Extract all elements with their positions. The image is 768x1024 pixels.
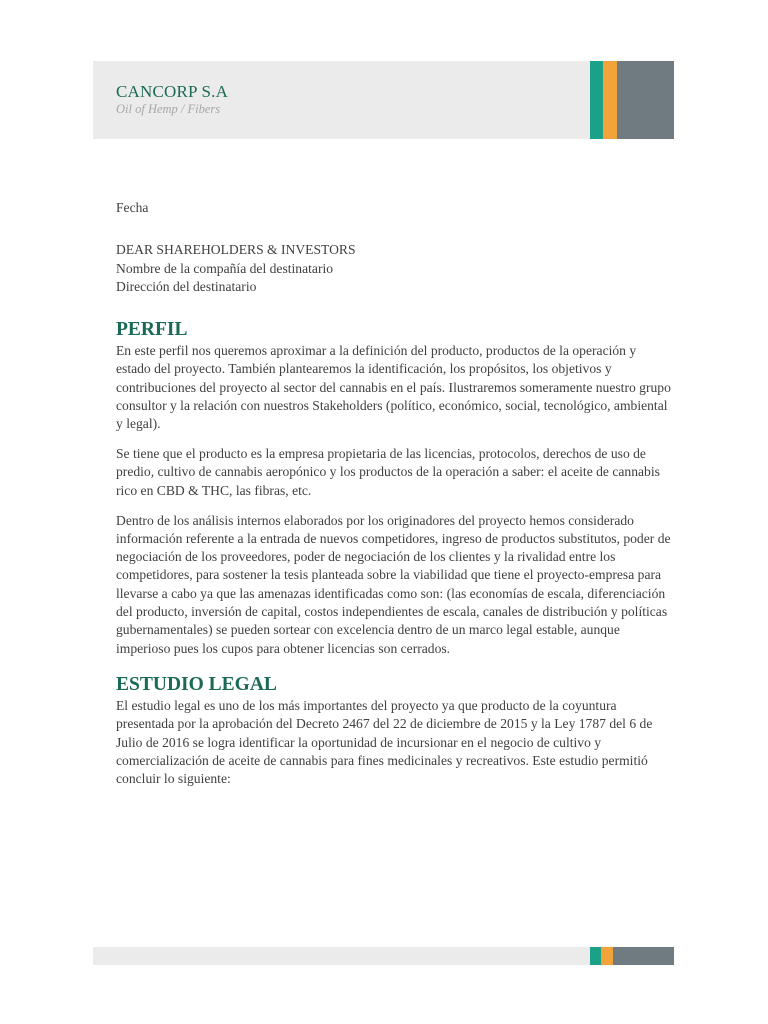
paragraph: En este perfil nos queremos aproximar a la definición del producto, productos de la operación y estado del proyecto. También plantearemos la identificación, los propósitos, los objetivos y contribuciones del proyecto al sector del cannabis en el país. Ilustraremos someramente nuestro grupo consultor y la relación con nuestros Stakeholders (político, económico, social, tecnológico, ambiental y legal). [116, 343, 671, 432]
recipient-address: Dirección del destinatario [116, 278, 257, 294]
letter-body [116, 199, 672, 788]
letterhead-footer [93, 947, 674, 965]
recipient-name: DEAR SHAREHOLDERS & INVESTORS [116, 242, 356, 258]
recipient-company: Nombre de la compañía del destinatario [116, 260, 334, 276]
section-heading-perfil: PERFIL [116, 319, 188, 341]
paragraph: Dentro de los análisis internos elaborados por los originadores del proyecto hemos considerado información referente a la entrada de nuevos competidores, ingreso de productos substitutos, poder de negociación de los proveedores, poder de negociación de los clientes y la rivalidad entre los competidores, para sostener la tesis planteada sobre la viabilidad que tiene el proyecto-empresa para llevarse a cabo ya que las amenazas identificadas como son: (las economías de escala, diferenciación del producto, inversión de capital, costos independientes de escala, canales de distribución y políticas gubernamentales) se pueden sortear con excelencia dentro de un marco legal estable, aunque imperioso pues los cupos para obtener licencias son cerrados. [116, 512, 671, 656]
section-heading-estudio-legal: ESTUDIO LEGAL [116, 673, 277, 695]
footer-stripe-gray [613, 947, 674, 965]
date-label: Fecha [116, 200, 149, 215]
footer-stripe-orange [601, 947, 613, 965]
letterhead-header [93, 61, 674, 139]
header-stripe-orange [603, 61, 617, 139]
paragraph: El estudio legal es uno de los más importantes del proyecto ya que producto de la coyuntura presentada por la aprobación del Decreto 2467 del 22 de diciembre de 2015 y la Ley 1787 del 6 de Julio de 2016 se logra identificar la oportunidad de incursionar en el negocio de cultivo y comercialización de aceite de cannabis para fines medicinales y recreativos. Este estudio permitió concluir lo siguiente: [116, 697, 653, 787]
company-tagline: Oil of Hemp / Fibers [116, 102, 221, 116]
footer-stripe-teal [590, 947, 601, 965]
paragraph: Se tiene que el producto es la empresa propietaria de las licencias, protocolos, derechos de uso de predio, cultivo de cannabis aeropónico y los productos de la operación a saber: el aceite de cannabis rico en CBD & THC, las fibras, etc. [116, 446, 660, 498]
company-name: CANCORP S.A [116, 82, 229, 101]
header-stripe-teal [590, 61, 603, 139]
header-stripe-gray [617, 61, 674, 139]
